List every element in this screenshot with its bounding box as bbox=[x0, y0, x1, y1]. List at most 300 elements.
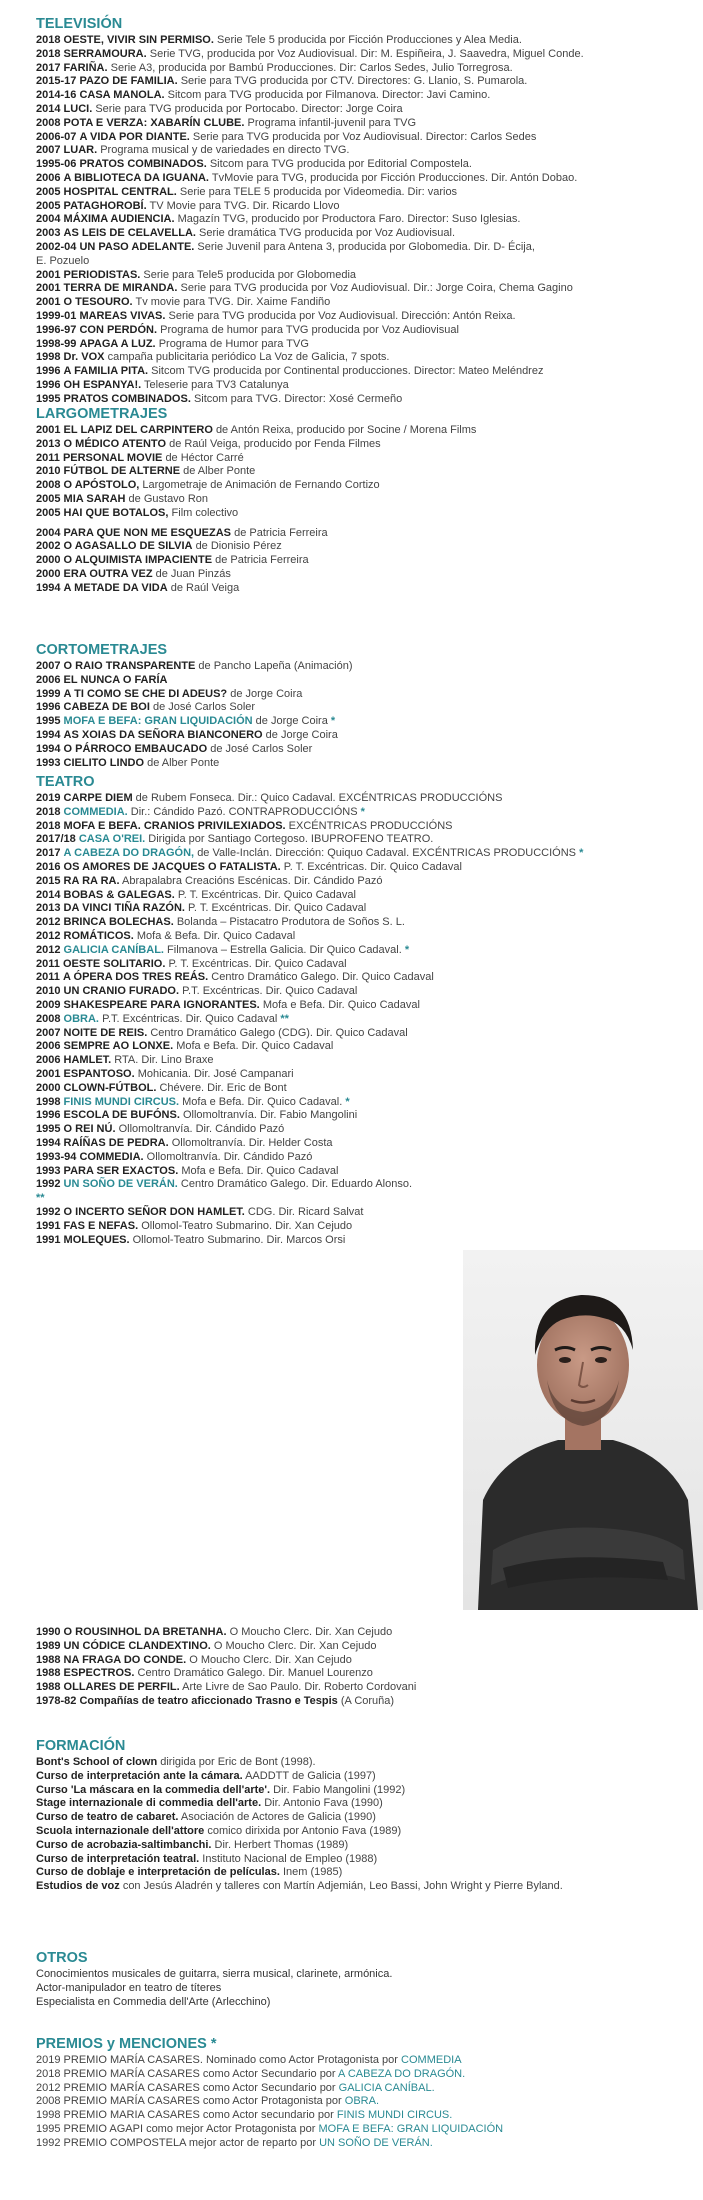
award-work: FINIS MUNDI CIRCUS. bbox=[336, 2109, 453, 2122]
credit-title: EL LAPIZ DEL CARPINTERO bbox=[63, 424, 213, 436]
course-title: Curso de acrobazia-saltimbanchi. bbox=[36, 1838, 212, 1851]
credit-detail: Ollomol-Teatro Submarino. Dir. Xan Cejudo bbox=[141, 1219, 353, 1232]
credit-detail: Mohicania. Dir. José Campanari bbox=[137, 1067, 294, 1080]
theatre-list bbox=[36, 792, 696, 1247]
credit-row bbox=[36, 527, 696, 541]
credit-title: COMMEDIA. bbox=[79, 1150, 144, 1163]
credit-detail: Serie Juvenil para Antena 3, producida por Globomedia. Dir. D- Écija, bbox=[197, 240, 535, 253]
credit-title: NA FRAGA DO CONDE. bbox=[63, 1653, 187, 1666]
theatre-section bbox=[36, 772, 696, 1247]
credit-row bbox=[36, 1013, 696, 1027]
credit-row bbox=[36, 1123, 696, 1137]
credit-title: O RAIO TRANSPARENTE bbox=[63, 660, 196, 672]
credit-detail: Programa musical y de variedades en directo TVG. bbox=[100, 144, 350, 157]
credit-row bbox=[36, 1681, 696, 1695]
credit-row bbox=[36, 1853, 696, 1867]
credit-title: SEMPRE AO LONXE. bbox=[63, 1040, 174, 1053]
credit-detail: Sitcom TVG producida por Continental producciones. Director: Mateo Meléndrez bbox=[151, 365, 544, 378]
award-row bbox=[36, 2054, 696, 2068]
credit-detail: Serie para TVG producida por Voz Audiovisual. Dirección: Antón Reixa. bbox=[168, 309, 516, 322]
credit-year: 2001 bbox=[36, 268, 61, 281]
credit-detail: Serie para TVG producida por Voz Audiovisual. Director: Carlos Sedes bbox=[192, 130, 537, 143]
credit-row bbox=[36, 820, 696, 834]
tv-section bbox=[36, 14, 696, 407]
course-detail: con Jesús Aladrén y talleres con Martín Adjemián, Leo Bassi, John Wright y Pierre Byland. bbox=[122, 1880, 563, 1893]
credit-year: 2010 bbox=[36, 985, 61, 998]
credit-row bbox=[36, 1626, 696, 1640]
credit-row bbox=[36, 757, 696, 771]
credit-title: MOFA E BEFA: GRAN LIQUIDACIÓN bbox=[63, 715, 253, 728]
credit-year: 2008 bbox=[36, 1012, 61, 1025]
credit-title: ESCOLA DE BUFÓNS. bbox=[63, 1109, 180, 1122]
credit-detail: de Antón Reixa, producido por Socine / Morena Films bbox=[215, 424, 477, 436]
credit-row bbox=[36, 985, 696, 999]
credit-year: 2007 bbox=[36, 660, 61, 672]
credit-title: APAGA A LUZ. bbox=[79, 337, 156, 350]
credit-year: 2008 bbox=[36, 479, 61, 492]
course-title: Stage internazionale di commedia dell'arte. bbox=[36, 1797, 262, 1810]
credit-detail: de Patricia Ferreira bbox=[215, 554, 309, 567]
credit-detail: de Valle-Inclán. Dirección: Quiquo Cadaval. EXCÉNTRICAS PRODUCCIÓNS bbox=[197, 847, 577, 860]
credit-row bbox=[36, 158, 696, 172]
credit-detail: Magazín TVG, producido por Productora Faro. Director: Suso Iglesias. bbox=[177, 213, 521, 226]
credit-year: 2002 bbox=[36, 540, 61, 553]
credit-row bbox=[36, 660, 696, 674]
credit-row bbox=[36, 34, 696, 48]
credit-detail: Abrapalabra Creacións Escénicas. Dir. Cándido Pazó bbox=[122, 874, 383, 887]
credit-year: 2012 bbox=[36, 943, 61, 956]
credit-title: LUAR. bbox=[63, 144, 98, 157]
credit-detail: O Moucho Clerc. Dir. Xan Cejudo bbox=[213, 1639, 377, 1652]
credit-title: OBRA. bbox=[63, 1012, 99, 1025]
credit-title: FÚTBOL DE ALTERNE bbox=[63, 465, 181, 478]
credit-detail: de Jorge Coira bbox=[265, 728, 338, 741]
credit-year: 2005 bbox=[36, 199, 61, 212]
credit-detail: TV Movie para TVG. Dir. Ricardo Llovo bbox=[149, 199, 340, 212]
credit-year: 2014 bbox=[36, 102, 61, 115]
credit-detail: RTA. Dir. Lino Braxe bbox=[114, 1054, 214, 1067]
credit-year: 1994 bbox=[36, 742, 61, 755]
credit-row bbox=[36, 1027, 696, 1041]
credit-detail: Centro Dramático Galego. Dir. Eduardo Alonso. bbox=[180, 1178, 413, 1191]
credit-year: 2012 bbox=[36, 929, 61, 942]
course-title: Scuola internazionale dell'attore bbox=[36, 1824, 205, 1837]
films-heading: LARGOMETRAJES bbox=[36, 406, 168, 422]
credit-detail: Largometraje de Animación de Fernando Cortizo bbox=[142, 479, 380, 492]
credit-detail: P. T. Excéntricas. Dir. Quico Cadaval bbox=[283, 860, 462, 873]
credit-title: RAÍÑAS DE PEDRA. bbox=[63, 1136, 169, 1149]
credit-detail: Centro Dramático Galego (CDG). Dir. Quico Cadaval bbox=[150, 1026, 408, 1039]
credit-title: A FAMILIA PITA. bbox=[63, 365, 149, 378]
tv-list bbox=[36, 34, 696, 407]
credit-row bbox=[36, 916, 696, 930]
credit-year: 2012 bbox=[36, 916, 61, 929]
credit-row bbox=[36, 200, 696, 214]
credit-year: 2006 bbox=[36, 171, 61, 184]
credit-row bbox=[36, 1667, 696, 1681]
credit-title: O PÁRROCO EMBAUCADO bbox=[63, 742, 208, 755]
credit-detail: Sitcom para TVG producida por Editorial Compostela. bbox=[209, 158, 472, 171]
credit-detail: (A Coruña) bbox=[340, 1694, 395, 1707]
credit-title: A CABEZA DO DRAGÓN, bbox=[63, 847, 195, 860]
award-year: 2018 bbox=[36, 2067, 61, 2080]
credit-title: LUCI. bbox=[63, 102, 93, 115]
award-year: 2012 bbox=[36, 2081, 61, 2094]
award-work: OBRA. bbox=[344, 2095, 380, 2108]
credit-title: GALICIA CANÍBAL. bbox=[63, 943, 164, 956]
credit-year: 2004 bbox=[36, 213, 61, 226]
credit-year: 1996 bbox=[36, 1109, 61, 1122]
credit-title: OESTE, VIVIR SIN PERMISO. bbox=[63, 34, 214, 46]
credit-row bbox=[36, 479, 696, 493]
credit-year: 1988 bbox=[36, 1681, 61, 1694]
credit-title: OESTE SOLITARIO. bbox=[62, 957, 166, 970]
credit-row bbox=[36, 792, 696, 806]
course-detail: Dir. Herbert Thomas (1989) bbox=[214, 1838, 349, 1851]
course-detail: comico dirixida por Antonio Fava (1989) bbox=[207, 1824, 402, 1837]
credit-title: UN CRANIO FURADO. bbox=[63, 985, 180, 998]
credit-detail: de Gustavo Ron bbox=[128, 492, 209, 505]
credit-year: 1995 bbox=[36, 392, 61, 405]
credit-row bbox=[36, 338, 696, 352]
credit-year: 1999 bbox=[36, 687, 61, 700]
credit-detail: campaña publicitaria periódico La Voz de Galicia, 7 spots. bbox=[107, 351, 390, 364]
award-text: PREMIO MARÍA CASARES como Actor Protagonista por bbox=[63, 2095, 342, 2108]
credit-row bbox=[36, 379, 696, 393]
credit-year: 2000 bbox=[36, 567, 61, 580]
credit-year: 1991 bbox=[36, 1233, 61, 1246]
tv-heading: TELEVISIÓN bbox=[36, 16, 123, 32]
credit-detail: P. T. Excéntricas. Dir. Quico Cadaval bbox=[188, 902, 367, 915]
credit-title: SHAKESPEARE PARA IGNORANTES. bbox=[63, 998, 260, 1011]
credit-detail: Sitcom para TVG. Director: Xosé Cermeño bbox=[193, 392, 403, 405]
credit-row bbox=[36, 902, 696, 916]
credit-detail: de Alber Ponte bbox=[147, 756, 220, 769]
credit-year: 2018 bbox=[36, 34, 61, 46]
credit-year: 1999-01 bbox=[36, 309, 77, 322]
credit-year: 2006 bbox=[36, 1040, 61, 1053]
credit-detail: O Moucho Clerc. Dir. Xan Cejudo bbox=[229, 1626, 393, 1638]
theatre-continued-section bbox=[36, 1626, 696, 1709]
credit-detail: Film colectivo bbox=[171, 506, 239, 519]
credit-title: FARIÑA. bbox=[63, 61, 108, 74]
credit-row bbox=[36, 186, 696, 200]
credit-detail: Programa de humor para TVG producida por Voz Audiovisual bbox=[160, 323, 459, 336]
credit-title: O INCERTO SEÑOR DON HAMLET. bbox=[63, 1205, 245, 1218]
credit-row bbox=[36, 213, 696, 227]
training-section bbox=[36, 1736, 696, 1894]
credit-detail: Serie A3, producida por Bambú Producciones. Dir: Carlos Sedes, Julio Torregrosa. bbox=[110, 61, 513, 74]
credit-title: O APÓSTOLO, bbox=[63, 479, 140, 492]
credit-year: 2018 bbox=[36, 805, 61, 818]
credit-detail: Mofa & Befa. Dir. Quico Cadaval bbox=[136, 929, 296, 942]
credit-title: NOITE DE REIS. bbox=[63, 1026, 148, 1039]
credit-title: CON PERDÓN. bbox=[79, 323, 158, 336]
credit-row bbox=[36, 438, 696, 452]
award-work: COMMEDIA bbox=[401, 2054, 462, 2066]
other-skill-item: Especialista en Commedia dell'Arte (Arlecchino) bbox=[36, 1995, 271, 2008]
credit-row bbox=[36, 296, 696, 310]
course-detail: AADDTT de Galicia (1997) bbox=[245, 1769, 376, 1782]
credit-row bbox=[36, 424, 696, 438]
credit-title: PERSONAL MOVIE bbox=[62, 451, 163, 464]
credit-year: 2007 bbox=[36, 144, 61, 157]
credit-row bbox=[36, 1178, 696, 1192]
credit-detail: Serie dramática TVG producida por Voz Audiovisual. bbox=[199, 227, 456, 240]
credit-year: 2014-16 bbox=[36, 89, 77, 102]
credit-title: A METADE DA VIDA bbox=[63, 581, 168, 594]
credit-title: TERRA DE MIRANDA. bbox=[63, 282, 178, 295]
awards-section bbox=[36, 2034, 696, 2151]
credit-row bbox=[36, 465, 696, 479]
credit-detail: Chévere. Dir. Eric de Bont bbox=[159, 1081, 287, 1094]
credit-title: AS XOIAS DA SEÑORA BIANCONERO bbox=[63, 728, 263, 741]
credit-title: EL NUNCA O FARÍA bbox=[63, 673, 168, 686]
credit-row bbox=[36, 1165, 696, 1179]
credit-title: CASA O'REI. bbox=[78, 833, 146, 846]
credit-year: 2005 bbox=[36, 185, 61, 198]
credit-year: 1988 bbox=[36, 1667, 61, 1680]
course-detail: Dir. Antonio Fava (1990) bbox=[264, 1797, 383, 1810]
credit-title: PERIODISTAS. bbox=[63, 268, 141, 281]
credit-year: 1989 bbox=[36, 1639, 61, 1652]
award-row bbox=[36, 2068, 696, 2082]
credit-title: CARPE DIEM bbox=[63, 792, 133, 804]
credit-year: 2017 bbox=[36, 61, 61, 74]
course-detail: dirigida por Eric de Bont (1998). bbox=[160, 1756, 316, 1768]
credit-year: 1998 bbox=[36, 351, 61, 364]
credit-row bbox=[36, 958, 696, 972]
credit-row bbox=[36, 1654, 696, 1668]
credit-detail: Teleserie para TV3 Catalunya bbox=[144, 378, 289, 391]
credit-year: 2013 bbox=[36, 437, 61, 450]
credit-detail: de José Carlos Soler bbox=[152, 701, 256, 714]
award-work: A CABEZA DO DRAGÓN. bbox=[338, 2067, 466, 2080]
credit-title: A BIBLIOTECA DA IGUANA. bbox=[63, 171, 209, 184]
credit-title: PARA SER EXACTOS. bbox=[63, 1164, 179, 1177]
shorts-list bbox=[36, 660, 696, 770]
award-year: 1995 bbox=[36, 2122, 61, 2135]
credit-year: 2006 bbox=[36, 673, 61, 686]
credit-year: 1994 bbox=[36, 581, 61, 594]
credit-year: 2016 bbox=[36, 860, 61, 873]
credit-row bbox=[36, 930, 696, 944]
credit-title: O REI NÚ. bbox=[63, 1123, 116, 1136]
credit-title: A VIDA POR DIANTE. bbox=[79, 130, 190, 143]
credit-year: 1978-82 bbox=[36, 1694, 77, 1707]
credit-year: 1995 bbox=[36, 715, 61, 728]
credit-year: 2003 bbox=[36, 227, 61, 240]
credit-detail: Serie para Tele5 producida por Globomedia bbox=[143, 268, 357, 281]
credit-title: O AGASALLO DE SILVIA bbox=[63, 540, 193, 553]
award-marker: * bbox=[330, 715, 336, 728]
credit-detail: O Moucho Clerc. Dir. Xan Cejudo bbox=[189, 1653, 352, 1666]
credit-title: FAS E NEFAS. bbox=[63, 1219, 139, 1232]
credit-title: PARA QUE NON ME ESQUEZAS bbox=[63, 526, 232, 539]
credit-row bbox=[36, 1756, 696, 1770]
credit-year: 2018 bbox=[36, 47, 61, 60]
credit-year: 2011 bbox=[36, 971, 60, 984]
credit-title: A ÓPERA DOS TRES REÁS. bbox=[62, 971, 209, 984]
credit-title: AS LEIS DE CELAVELLA. bbox=[63, 227, 196, 240]
course-title: Curso 'La máscara en la commedia dell'arte'. bbox=[36, 1783, 271, 1796]
credit-row bbox=[36, 568, 696, 582]
credit-row bbox=[36, 351, 696, 365]
award-year: 2008 bbox=[36, 2095, 61, 2108]
credit-detail: EXCÉNTRICAS PRODUCCIÓNS bbox=[288, 819, 453, 832]
shorts-heading: CORTOMETRAJES bbox=[36, 642, 168, 658]
credit-detail: de Raúl Veiga bbox=[170, 581, 240, 594]
credit-year: 2001 bbox=[36, 424, 61, 436]
credit-year: 1991 bbox=[36, 1219, 61, 1232]
award-marker: * bbox=[345, 1095, 350, 1108]
credit-title: CLOWN-FÚTBOL. bbox=[63, 1081, 157, 1094]
credit-year: 1994 bbox=[36, 1136, 61, 1149]
credit-row bbox=[36, 743, 696, 757]
credit-row bbox=[36, 999, 696, 1013]
credit-row bbox=[36, 255, 696, 269]
credit-row bbox=[36, 582, 696, 596]
credit-title: PATAGHOROBÍ. bbox=[63, 199, 147, 212]
credit-row bbox=[36, 172, 696, 186]
credit-year: 2010 bbox=[36, 465, 61, 478]
credit-row bbox=[36, 715, 696, 729]
award-marker: * bbox=[579, 847, 584, 860]
credit-row bbox=[36, 701, 696, 715]
credit-row bbox=[36, 1770, 696, 1784]
credit-detail: de Juan Pinzás bbox=[155, 567, 231, 580]
credit-title: MOLEQUES. bbox=[63, 1233, 130, 1246]
credit-title: ESPECTROS. bbox=[63, 1667, 135, 1680]
credit-year: 2005 bbox=[36, 506, 61, 519]
credit-title: MAREAS VIVAS. bbox=[79, 309, 166, 322]
credit-title: CABEZA DE BOI bbox=[63, 701, 150, 714]
credit-title: PRATOS COMBINADOS. bbox=[79, 158, 207, 171]
credit-row bbox=[36, 688, 696, 702]
credit-title: O MÉDICO ATENTO bbox=[63, 437, 167, 450]
credit-year: 2007 bbox=[36, 1026, 61, 1039]
credit-row bbox=[36, 48, 696, 62]
credit-row bbox=[36, 1206, 696, 1220]
award-marker: * bbox=[360, 805, 365, 818]
credit-year: 2001 bbox=[36, 282, 61, 295]
credit-title: RA RA RA. bbox=[63, 874, 120, 887]
credit-title: UN PASO ADELANTE. bbox=[79, 240, 195, 253]
credit-detail: Centro Dramático Galego. Dir. Manuel Lourenzo bbox=[137, 1667, 373, 1680]
award-text: PREMIO MARÍA CASARES como Actor Secundario por bbox=[63, 2067, 336, 2080]
credit-year: 1998 bbox=[36, 1095, 61, 1108]
credit-year: 2005 bbox=[36, 492, 61, 505]
credit-row bbox=[36, 1151, 696, 1165]
award-marker: ** bbox=[280, 1012, 289, 1025]
credit-row bbox=[36, 1109, 696, 1123]
course-detail: Asociación de Actores de Galicia (1990) bbox=[180, 1811, 376, 1824]
credit-row bbox=[36, 310, 696, 324]
course-title: Curso de interpretación teatral. bbox=[36, 1852, 200, 1865]
credit-row bbox=[36, 1234, 696, 1248]
credit-row bbox=[36, 1082, 696, 1096]
credit-row bbox=[36, 729, 696, 743]
credit-title: MIA SARAH bbox=[63, 492, 126, 505]
credit-title: SERRAMOURA. bbox=[63, 47, 147, 60]
credit-detail: CDG. Dir. Ricard Salvat bbox=[247, 1205, 364, 1218]
course-title: Estudios de voz bbox=[36, 1880, 120, 1893]
credit-row bbox=[36, 144, 696, 158]
credit-row bbox=[36, 971, 696, 985]
course-title: Bont's School of clown bbox=[36, 1756, 158, 1768]
credit-detail: Serie TVG, producida por Voz Audiovisual. Dir: M. Espiñeira, J. Saavedra, Miguel Conde. bbox=[149, 47, 584, 60]
credit-row bbox=[36, 1192, 696, 1206]
credit-year: 2004 bbox=[36, 526, 61, 539]
credit-title: FINIS MUNDI CIRCUS. bbox=[63, 1095, 180, 1108]
credit-detail: de José Carlos Soler bbox=[210, 742, 313, 755]
credit-row bbox=[36, 1695, 696, 1709]
credit-detail: de Dionisio Pérez bbox=[195, 540, 282, 553]
credit-detail: P.T. Excéntricas. Dir. Quico Cadaval bbox=[102, 1012, 278, 1025]
award-row bbox=[36, 2082, 696, 2096]
award-row bbox=[36, 2095, 696, 2109]
credit-detail: Mofa e Befa. Dir. Quico Cadaval bbox=[181, 1164, 339, 1177]
films-section bbox=[36, 404, 696, 596]
credit-row bbox=[36, 1640, 696, 1654]
credit-year: 1993 bbox=[36, 756, 61, 769]
credit-title: OS AMORES DE JACQUES O FATALISTA. bbox=[63, 860, 281, 873]
training-heading: FORMACIÓN bbox=[36, 1738, 126, 1754]
credit-title: COMMEDIA. bbox=[63, 805, 128, 818]
credit-title: POTA E VERZA: XABARÍN CLUBE. bbox=[63, 116, 245, 129]
course-title: Curso de teatro de cabaret. bbox=[36, 1811, 179, 1824]
credit-detail: de Alber Ponte bbox=[183, 465, 256, 478]
credit-row bbox=[36, 540, 696, 554]
credit-year: 2014 bbox=[36, 888, 61, 901]
credit-row bbox=[36, 875, 696, 889]
award-year: 1998 bbox=[36, 2109, 61, 2122]
theatre-heading: TEATRO bbox=[36, 774, 95, 790]
credit-row bbox=[36, 889, 696, 903]
award-year: 2019 bbox=[36, 2054, 61, 2066]
course-title: Curso de interpretación ante la cámara. bbox=[36, 1769, 243, 1782]
credit-detail: Ollomol-Teatro Submarino. Dir. Marcos Orsi bbox=[132, 1233, 346, 1246]
credit-year: 2017 bbox=[36, 847, 61, 860]
award-text: PREMIO MARÍA CASARES. Nominado como Actor Protagonista por bbox=[63, 2054, 398, 2066]
credit-row bbox=[36, 806, 696, 820]
credit-year: 1990 bbox=[36, 1626, 61, 1638]
award-work: GALICIA CANÍBAL. bbox=[338, 2081, 435, 2094]
credit-year: 2001 bbox=[36, 1067, 61, 1080]
credit-year: 1995 bbox=[36, 1123, 61, 1136]
others-section bbox=[36, 1948, 696, 2009]
credit-detail: Arte Livre de Sao Paulo. Dir. Roberto Cordovani bbox=[182, 1681, 417, 1694]
credit-year: 2002-04 bbox=[36, 240, 77, 253]
credit-row bbox=[36, 269, 696, 283]
credit-title: PRATOS COMBINADOS. bbox=[63, 392, 191, 405]
award-row bbox=[36, 2109, 696, 2123]
award-year: 1992 bbox=[36, 2136, 61, 2149]
credit-row bbox=[36, 493, 696, 507]
credit-detail: P. T. Excéntricas. Dir. Quico Cadaval bbox=[177, 888, 356, 901]
credit-detail: Serie para TVG producida por Voz Audiovisual. Dir.: Jorge Coira, Chema Gagino bbox=[180, 282, 573, 295]
credit-year: 2015 bbox=[36, 874, 61, 887]
credit-year: 2017/18 bbox=[36, 833, 76, 846]
awards-list bbox=[36, 2054, 696, 2151]
other-skill-item: Conocimientos musicales de guitarra, sierra musical, clarinete, armónica. bbox=[36, 1968, 393, 1980]
credit-row bbox=[36, 227, 696, 241]
credit-detail: P. T. Excéntricas. Dir. Quico Cadaval bbox=[168, 957, 347, 970]
course-detail: Instituto Nacional de Empleo (1988) bbox=[202, 1852, 378, 1865]
credit-detail: Ollomoltranvía. Dir. Fabio Mangolini bbox=[182, 1109, 358, 1122]
credit-year: 2000 bbox=[36, 554, 61, 567]
credit-title: UN SOÑO DE VERÁN. bbox=[63, 1178, 178, 1191]
